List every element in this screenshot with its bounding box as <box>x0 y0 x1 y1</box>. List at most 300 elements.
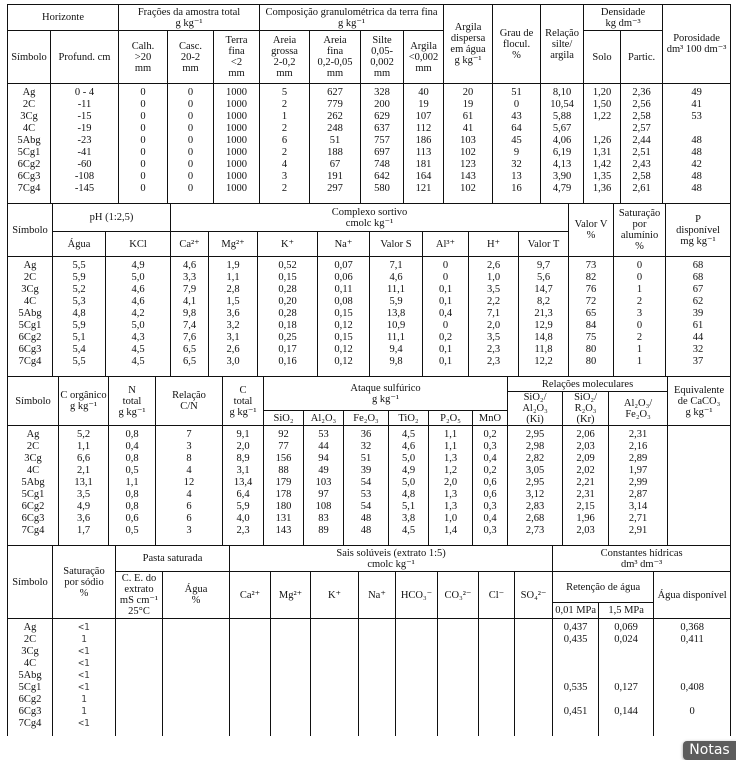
horizon-symbol-cell: 7Cg4 <box>8 718 53 730</box>
value-cell: 10,9 <box>370 320 423 332</box>
empty-cell <box>318 368 370 376</box>
header-ph-agua: Água <box>53 232 106 257</box>
value-cell: 3,6 <box>209 308 258 320</box>
value-cell: 0,069 <box>599 619 654 635</box>
value-cell: 12 <box>156 477 223 489</box>
value-cell <box>668 513 731 525</box>
value-cell: 12,9 <box>519 320 569 332</box>
value-cell <box>230 670 271 682</box>
value-cell: 642 <box>361 171 404 183</box>
value-cell: 65 <box>569 308 614 320</box>
header-saturacao-aluminio: Saturação por alumínio % <box>614 204 666 257</box>
value-cell <box>230 706 271 718</box>
value-cell <box>271 694 311 706</box>
horizon-symbol-cell: 5Abg <box>8 477 59 489</box>
table-soluble-salts-water <box>7 545 731 736</box>
value-cell <box>271 619 311 635</box>
value-cell <box>515 670 553 682</box>
header-retencao-agua: Retenção de água <box>553 572 654 603</box>
value-cell: -11 <box>51 99 119 111</box>
value-cell <box>311 646 359 658</box>
header-grau-floculacao: Grau de flocul. % <box>493 5 541 84</box>
value-cell: 1 <box>53 634 116 646</box>
value-cell: 1,3 <box>429 489 473 501</box>
value-cell: 3,8 <box>389 513 429 525</box>
header-argila: Argila <0,002 mm <box>404 31 444 84</box>
header-relacao-cn: Relação C/N <box>156 377 223 426</box>
value-cell <box>230 718 271 730</box>
header-15-mpa: 1,5 MPa <box>599 603 654 619</box>
value-cell: 2,2 <box>469 296 519 308</box>
value-cell: 37 <box>666 356 731 368</box>
header-p-disponivel: P disponível mg kg⁻¹ <box>666 204 731 257</box>
empty-cell <box>493 195 541 203</box>
value-cell: 1,1 <box>109 477 156 489</box>
value-cell: 0 <box>423 320 469 332</box>
value-cell: 19 <box>444 99 493 111</box>
value-cell: 2,99 <box>609 477 668 489</box>
empty-cell <box>8 195 51 203</box>
soil-analysis-document <box>7 4 730 736</box>
value-cell <box>599 646 654 658</box>
value-cell: -145 <box>51 183 119 195</box>
value-cell <box>271 706 311 718</box>
header-cl: Cl⁻ <box>479 572 515 619</box>
header-ca: Ca²⁺ <box>230 572 271 619</box>
value-cell: 4,5 <box>106 356 171 368</box>
value-cell: 2,03 <box>563 441 609 453</box>
table-row <box>8 99 731 111</box>
horizon-symbol-cell: Ag <box>8 84 51 100</box>
header-p2o5: P₂O₅ <box>429 411 473 426</box>
value-cell: 2,95 <box>508 477 563 489</box>
value-cell: 1,4 <box>429 525 473 537</box>
value-cell: 1000 <box>214 183 260 195</box>
value-cell <box>438 718 479 730</box>
value-cell: 4,6 <box>106 296 171 308</box>
value-cell: 0 <box>119 147 168 159</box>
value-cell: 48 <box>663 183 731 195</box>
value-cell: 13,4 <box>223 477 264 489</box>
value-cell: 2,6 <box>209 344 258 356</box>
empty-cell <box>59 537 109 545</box>
empty-cell <box>311 730 359 736</box>
header-relacoes-moleculares: Relações moleculares <box>508 377 668 392</box>
table-row <box>8 501 731 513</box>
value-cell: 9,8 <box>370 356 423 368</box>
value-cell: 1,9 <box>209 257 258 273</box>
value-cell: 1,96 <box>563 513 609 525</box>
horizon-symbol-cell: 6Cg2 <box>8 694 53 706</box>
value-cell: 1000 <box>214 159 260 171</box>
value-cell: 8,2 <box>519 296 569 308</box>
value-cell: 4,6 <box>370 272 423 284</box>
value-cell <box>359 634 396 646</box>
value-cell <box>311 682 359 694</box>
header-so4: SO₄²⁻ <box>515 572 553 619</box>
header-al2o3: Al₂O₃ <box>304 411 344 426</box>
value-cell: 5,9 <box>53 272 106 284</box>
value-cell: 0 <box>119 111 168 123</box>
value-cell: 3,3 <box>171 272 209 284</box>
value-cell: 3,90 <box>541 171 584 183</box>
empty-cell <box>119 195 168 203</box>
value-cell: 39 <box>666 308 731 320</box>
header-na: Na⁺ <box>318 232 370 257</box>
value-cell: 3,2 <box>209 320 258 332</box>
value-cell: 112 <box>404 123 444 135</box>
value-cell: -41 <box>51 147 119 159</box>
value-cell: 53 <box>344 489 389 501</box>
value-cell <box>479 718 515 730</box>
value-cell: 5,2 <box>53 284 106 296</box>
empty-cell <box>370 368 423 376</box>
value-cell: 2,6 <box>469 257 519 273</box>
value-cell: 4,8 <box>53 308 106 320</box>
value-cell: 32 <box>493 159 541 171</box>
value-cell <box>396 646 438 658</box>
value-cell: 0,437 <box>553 619 599 635</box>
value-cell: 297 <box>310 183 361 195</box>
value-cell: 0 <box>119 135 168 147</box>
horizon-symbol-cell: 5Cg1 <box>8 682 53 694</box>
value-cell <box>271 634 311 646</box>
horizon-symbol-cell: Ag <box>8 426 59 442</box>
value-cell: 75 <box>569 332 614 344</box>
value-cell: 2,02 <box>563 465 609 477</box>
value-cell <box>654 646 731 658</box>
value-cell: 5,9 <box>223 501 264 513</box>
value-cell: 0 <box>423 272 469 284</box>
value-cell: 4 <box>260 159 310 171</box>
value-cell: 1,50 <box>584 99 621 111</box>
value-cell <box>230 682 271 694</box>
value-cell <box>311 634 359 646</box>
value-cell <box>116 646 163 658</box>
value-cell: 0,16 <box>258 356 318 368</box>
table-chemical-analysis <box>7 203 731 376</box>
value-cell: 67 <box>310 159 361 171</box>
value-cell: 0,17 <box>258 344 318 356</box>
value-cell: 0 <box>168 84 214 100</box>
value-cell: <1 <box>53 670 116 682</box>
value-cell: 13 <box>493 171 541 183</box>
value-cell: 4,1 <box>171 296 209 308</box>
table-row <box>8 344 731 356</box>
value-cell: 2,82 <box>508 453 563 465</box>
empty-cell <box>609 537 668 545</box>
header-simbolo: Símbolo <box>8 204 53 257</box>
empty-cell <box>563 537 609 545</box>
table-row <box>8 147 731 159</box>
value-cell: 178 <box>264 489 304 501</box>
value-cell: 200 <box>361 99 404 111</box>
table-row <box>8 619 731 635</box>
notes-button[interactable]: Notas <box>683 741 736 760</box>
table-row <box>8 84 731 100</box>
value-cell <box>515 634 553 646</box>
empty-cell <box>429 537 473 545</box>
empty-cell <box>508 537 563 545</box>
value-cell: 61 <box>666 320 731 332</box>
header-pasta-saturada: Pasta saturada <box>116 546 230 572</box>
value-cell: 0 <box>614 272 666 284</box>
value-cell: 20 <box>444 84 493 100</box>
value-cell: 54 <box>344 477 389 489</box>
value-cell: 0,1 <box>423 356 469 368</box>
table-row <box>8 682 731 694</box>
empty-cell <box>51 195 119 203</box>
table-row <box>8 634 731 646</box>
value-cell: 0,3 <box>473 501 508 513</box>
empty-cell <box>310 195 361 203</box>
value-cell <box>396 694 438 706</box>
value-cell <box>515 694 553 706</box>
value-cell: 5,6 <box>519 272 569 284</box>
value-cell <box>668 441 731 453</box>
value-cell: 0 <box>654 706 731 718</box>
table-row <box>8 171 731 183</box>
empty-cell <box>209 368 258 376</box>
value-cell <box>438 619 479 635</box>
value-cell <box>396 706 438 718</box>
value-cell <box>599 658 654 670</box>
value-cell: <1 <box>53 718 116 730</box>
value-cell <box>271 718 311 730</box>
table-spacer-row <box>8 368 731 376</box>
header-ph: pH (1:2,5) <box>53 204 171 232</box>
value-cell: 186 <box>404 135 444 147</box>
header-tio2: TiO₂ <box>389 411 429 426</box>
header-densidade: Densidade kg dm⁻³ <box>584 5 663 31</box>
header-simbolo: Símbolo <box>8 546 53 619</box>
value-cell: 1000 <box>214 111 260 123</box>
header-argila-dispersa: Argila dispersa em água g kg⁻¹ <box>444 5 493 84</box>
value-cell: 2,91 <box>609 525 668 537</box>
horizon-symbol-cell: 3Cg <box>8 453 59 465</box>
table-spacer-row <box>8 730 731 736</box>
value-cell: 0 <box>168 183 214 195</box>
value-cell: 11,1 <box>370 284 423 296</box>
value-cell: 7 <box>156 426 223 442</box>
table-row <box>8 477 731 489</box>
value-cell: 9,1 <box>223 426 264 442</box>
value-cell <box>271 658 311 670</box>
value-cell: 0 <box>119 84 168 100</box>
empty-cell <box>404 195 444 203</box>
value-cell: 42 <box>663 159 731 171</box>
empty-cell <box>156 537 223 545</box>
value-cell <box>438 634 479 646</box>
table-row <box>8 332 731 344</box>
value-cell <box>163 658 230 670</box>
value-cell: 180 <box>264 501 304 513</box>
value-cell: 1 <box>614 356 666 368</box>
value-cell: 0,024 <box>599 634 654 646</box>
horizon-symbol-cell: 7Cg4 <box>8 525 59 537</box>
value-cell: 9,7 <box>519 257 569 273</box>
value-cell: 4 <box>156 489 223 501</box>
value-cell <box>359 670 396 682</box>
value-cell: 16 <box>493 183 541 195</box>
empty-cell <box>614 368 666 376</box>
value-cell <box>359 718 396 730</box>
header-areia-fina: Areia fina 0,2-0,05 mm <box>310 31 361 84</box>
table-physical-analysis <box>7 4 731 203</box>
value-cell: 82 <box>569 272 614 284</box>
empty-cell <box>53 368 106 376</box>
value-cell: 3 <box>260 171 310 183</box>
value-cell <box>668 465 731 477</box>
value-cell <box>515 646 553 658</box>
header-co3: CO₃²⁻ <box>438 572 479 619</box>
value-cell: 5,88 <box>541 111 584 123</box>
table-row <box>8 356 731 368</box>
value-cell: 6,5 <box>171 344 209 356</box>
value-cell: 0,1 <box>423 344 469 356</box>
value-cell: 0,5 <box>109 465 156 477</box>
value-cell: 0,144 <box>599 706 654 718</box>
empty-cell <box>109 537 156 545</box>
value-cell: 1,26 <box>584 135 621 147</box>
value-cell: 61 <box>444 111 493 123</box>
value-cell: 2 <box>260 183 310 195</box>
table-row <box>8 111 731 123</box>
value-cell: 0,2 <box>473 465 508 477</box>
empty-cell <box>361 195 404 203</box>
value-cell: <1 <box>53 619 116 635</box>
value-cell: 0 <box>168 147 214 159</box>
value-cell: 5,0 <box>389 453 429 465</box>
table-row <box>8 658 731 670</box>
header-porosidade: Porosidade dm³ 100 dm⁻³ <box>663 5 731 84</box>
value-cell: 48 <box>663 171 731 183</box>
value-cell <box>515 706 553 718</box>
empty-cell <box>515 730 553 736</box>
value-cell <box>359 682 396 694</box>
header-valor-s: Valor S <box>370 232 423 257</box>
value-cell: -108 <box>51 171 119 183</box>
value-cell: 0,3 <box>473 441 508 453</box>
value-cell: 5,4 <box>53 344 106 356</box>
value-cell: 1 <box>53 706 116 718</box>
value-cell <box>163 706 230 718</box>
value-cell: 6 <box>156 501 223 513</box>
value-cell <box>359 694 396 706</box>
value-cell: 2,36 <box>621 84 663 100</box>
value-cell: 1,2 <box>429 465 473 477</box>
value-cell: 4,79 <box>541 183 584 195</box>
value-cell: 19 <box>404 99 444 111</box>
value-cell: 0 <box>119 171 168 183</box>
value-cell: 48 <box>663 147 731 159</box>
value-cell: 2,03 <box>563 525 609 537</box>
header-k: K⁺ <box>258 232 318 257</box>
value-cell <box>396 718 438 730</box>
value-cell: 0,127 <box>599 682 654 694</box>
horizon-symbol-cell: 4C <box>8 123 51 135</box>
value-cell: 2 <box>260 99 310 111</box>
empty-cell <box>168 195 214 203</box>
horizon-symbol-cell: Ag <box>8 257 53 273</box>
value-cell: 40 <box>404 84 444 100</box>
table-row <box>8 706 731 718</box>
empty-cell <box>271 730 311 736</box>
value-cell: 164 <box>404 171 444 183</box>
value-cell: 7,6 <box>171 332 209 344</box>
value-cell: 5,5 <box>53 356 106 368</box>
empty-cell <box>304 537 344 545</box>
value-cell: 3 <box>614 308 666 320</box>
value-cell: 0 <box>168 123 214 135</box>
header-al2o3-fe2o3: Al₂O₃/ Fe₂O₃ <box>609 392 668 426</box>
empty-cell <box>668 537 731 545</box>
value-cell: 6,6 <box>59 453 109 465</box>
value-cell: 697 <box>361 147 404 159</box>
value-cell: 2,16 <box>609 441 668 453</box>
value-cell: 8,10 <box>541 84 584 100</box>
header-al: Al³⁺ <box>423 232 469 257</box>
value-cell: 1,97 <box>609 465 668 477</box>
value-cell <box>311 694 359 706</box>
value-cell: 84 <box>569 320 614 332</box>
value-cell: 0,52 <box>258 257 318 273</box>
value-cell: 11,8 <box>519 344 569 356</box>
value-cell: -15 <box>51 111 119 123</box>
value-cell <box>230 619 271 635</box>
value-cell: 0,1 <box>423 296 469 308</box>
value-cell: 3,1 <box>223 465 264 477</box>
value-cell <box>654 670 731 682</box>
value-cell: 1000 <box>214 147 260 159</box>
header-ce-extrato: C. E. do extrato mS cm⁻¹ 25°C <box>116 572 163 619</box>
value-cell: -60 <box>51 159 119 171</box>
table-row <box>8 465 731 477</box>
value-cell: 1000 <box>214 171 260 183</box>
value-cell: 2,0 <box>469 320 519 332</box>
empty-cell <box>473 537 508 545</box>
table-row <box>8 694 731 706</box>
value-cell: 48 <box>344 525 389 537</box>
value-cell: 4,9 <box>59 501 109 513</box>
value-cell: 44 <box>666 332 731 344</box>
empty-cell <box>116 730 163 736</box>
value-cell: 4,5 <box>389 426 429 442</box>
value-cell: 2,0 <box>223 441 264 453</box>
value-cell: 13,1 <box>59 477 109 489</box>
header-simbolo: Símbolo <box>8 377 59 426</box>
empty-cell <box>214 195 260 203</box>
empty-cell <box>469 368 519 376</box>
value-cell: 4 <box>156 465 223 477</box>
value-cell <box>116 718 163 730</box>
value-cell: 248 <box>310 123 361 135</box>
value-cell: 2,0 <box>429 477 473 489</box>
horizon-symbol-cell: 6Cg3 <box>8 513 59 525</box>
header-hco3: HCO₃⁻ <box>396 572 438 619</box>
value-cell <box>668 453 731 465</box>
value-cell: 51 <box>344 453 389 465</box>
value-cell <box>668 501 731 513</box>
value-cell: 0,15 <box>318 308 370 320</box>
table-row <box>8 159 731 171</box>
header-mg: Mg²⁺ <box>209 232 258 257</box>
value-cell: 1,5 <box>209 296 258 308</box>
header-c-total: C total g kg⁻¹ <box>223 377 264 426</box>
value-cell: 7,1 <box>469 308 519 320</box>
value-cell: 51 <box>493 84 541 100</box>
value-cell: 1,1 <box>59 441 109 453</box>
